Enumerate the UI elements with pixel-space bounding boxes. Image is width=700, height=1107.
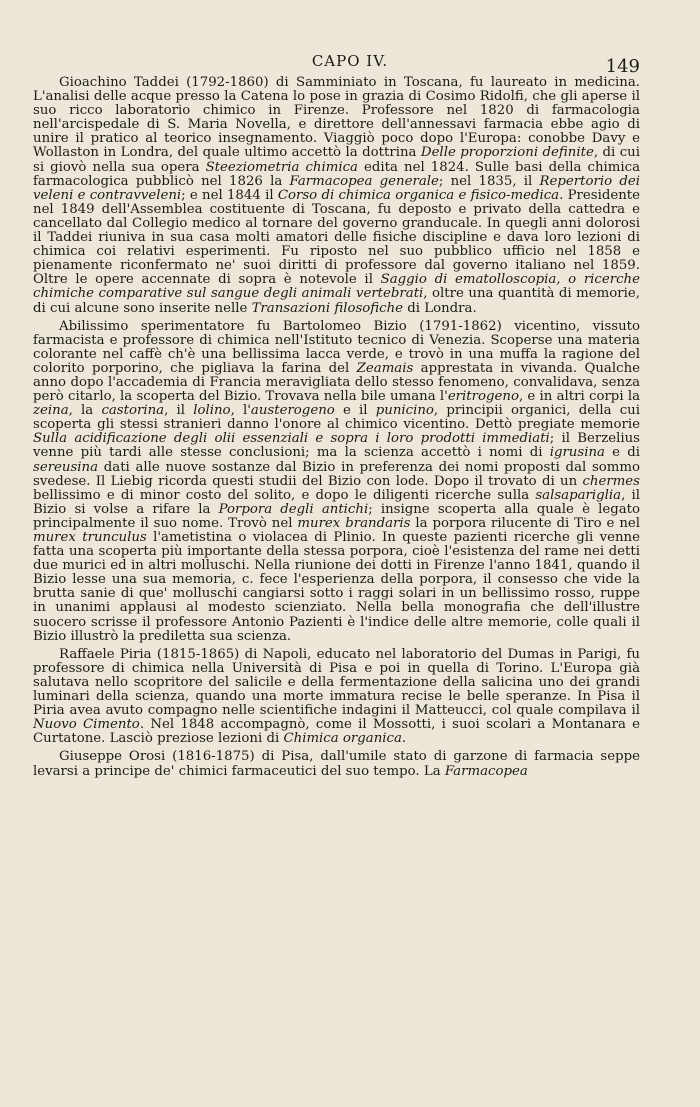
text-run: l'ametistina o violacea di Plinio. In queste pazienti ricerche gli venne fatta una scoperta più importante della stessa porpora, cioè l'esistenza del rame nei detti due murici ed in altri molluschi. Nella riunione dei dotti in Firenze l'anno 1841, quando il Bizio lesse una sua memoria, c. fece l'esperienza della porpora, il consesso che vide la brutta sanie di que' molluschi cangiarsi sotto i raggi solari in un bellissimo rosso, ruppe in unanimi applausi al modesto scienziato. Nella bella monografia che dell'illustre suocero scrisse il professore Antonio Pazienti è l'indice delle altre memorie, colle quali il Bizio illustrò la prediletta sua scienza. [33, 530, 640, 644]
text-run: apprestata in vivanda. Qualche anno dopo l'accademia di Francia meravigliata dello stesso fenomeno, convalidava, senza però citarlo, la scoperta del Bizio. Trovava nella bile umana l' [33, 360, 640, 405]
text-run: . [401, 731, 407, 747]
paragraph-taddei [33, 76, 640, 316]
text-run: ; nel 1835, il [438, 173, 540, 189]
text-run: di Londra. [403, 300, 477, 316]
italic-text: Zeamais [356, 360, 414, 376]
text-run: e di [604, 445, 640, 461]
text-run: Abilissimo sperimentatore fu Bartolomeo Bizio (1791-1862) vicentino, vissuto farmacista e professore di chimica nell'Istituto tecnico di Venezia. Scoperse una materia colorante nel caffè ch'è una bellissima lacca verde, e trovò in una muffa la ragione del colorito porporino, che pigliava la farina del [33, 318, 640, 376]
text-run: edita nel 1824. Sulle basi della chimica farmacologica pubblicò nel 1826 la [33, 159, 640, 189]
text-run: , il Bizio si volse a rifare la [33, 487, 640, 517]
text-run: . Presidente nel 1849 dell'Assemblea costituente di Toscana, fu deposto e privato della cattedra e cancellato dal Collegio medico al tornare del governo granducale. In quegli anni dolorosi il Taddei riuniva in sua casa molti amatori delle fisiche discipline e dava loro lezioni di chimica coi relativi esperimenti. Fu riposto nel suo pubblico ufficio nel 1858 e pienamente riconfermato ne' suoi diritti di professore dal governo italiano nel 1859. Oltre le opere accennate di sopra è notevole il [33, 187, 640, 288]
text-run: bellissimo e di minor costo del solito, e dopo le diligenti ricerche sulla [33, 487, 536, 503]
text-run: , e in altri corpi la [518, 389, 641, 405]
text-run: , principii organici, della cui scoperta gli stessi stranieri danno l'onore al chimico vicentino. Dettò pregiate memorie [33, 403, 640, 433]
paragraph-piria [33, 648, 640, 747]
italic-text: chermes [582, 473, 640, 489]
text-run: ; e nel 1844 il [181, 187, 278, 203]
paragraph-orosi [33, 750, 640, 778]
italic-text: igrusina [549, 445, 605, 461]
text-run: , l' [230, 403, 251, 419]
italic-text: Chimica organica [283, 731, 402, 747]
italic-text: salsapariglia [535, 487, 622, 503]
italic-text: Steeziometria chimica [205, 159, 358, 175]
text-run: ; insigne scoperta alla quale è legato principalmente il suo nome. Trovò nel [33, 501, 641, 531]
text-run: ; il Berzelius venne più tardi alle stesse conclusioni; ma la scienza accettò i nomi di [33, 431, 640, 461]
italic-text: lolino [193, 403, 231, 419]
italic-text: sereusina [33, 459, 99, 475]
italic-text: Sulla acidificazione degli olii essenziali e sopra i loro prodotti immediati [33, 431, 550, 447]
text-run: , il [164, 403, 194, 419]
text-body [33, 76, 640, 779]
italic-text: austerogeno [250, 403, 335, 419]
text-run: Gioachino Taddei (1792-1860) di Samminiato in Toscana, fu laureato in medicina. L'analisi delle acque presso la Catena lo pose in grazia di Cosimo Ridolfi, che gli aperse il suo ricco laboratorio chimico in Firenze. Professore nel 1820 di farmacologia nell'arcispedale di S. Maria Novella, e direttore dell'annessavi farmacia ebbe agio di unire il pratico al teorico insegnamento. Viaggiò poco dopo l'Europa: conobbe Davy e Wollaston in Londra, del quale ultimo accettò la dottrina [33, 75, 640, 161]
text-run: , di cui si giovò nella sua opera [33, 145, 640, 175]
italic-text: Corso di chimica organica e fisico-medica [277, 187, 560, 203]
text-run: , la [68, 403, 102, 419]
italic-text: zeina [33, 403, 69, 419]
chapter-heading: CAPO IV. [311, 52, 389, 70]
italic-text: Saggio di ematolloscopia, o ricerche chimiche comparative sul sangue degli animali vertebrati [33, 272, 640, 302]
page-number: 149 [605, 56, 640, 77]
text-run: la porpora rilucente di Tiro e nel [410, 515, 641, 531]
italic-text: Transazioni filosofiche [251, 300, 404, 316]
paragraph-bizio [33, 320, 640, 644]
running-header [0, 50, 700, 77]
italic-text: murex trunculus [33, 530, 147, 545]
text-run: , oltre una quantità di memorie, di cui alcune sono inserite nelle [33, 286, 640, 316]
italic-text: murex brandaris [297, 515, 411, 531]
text-run: dati alle nuove sostanze dal Bizio in preferenza dei nomi proposti dal sommo svedese. Il Liebig ricorda questi studii del Bizio con lode. Dopo il trovato di un [33, 459, 640, 489]
italic-text: Nuovo Cimento [33, 717, 140, 733]
italic-text: Farmacopea generale [289, 173, 439, 189]
italic-text: Delle proporzioni definite [420, 145, 594, 161]
italic-text: eritrogeno [447, 389, 519, 405]
italic-text: Porpora degli antichi [218, 501, 369, 517]
italic-text: punicino [375, 403, 434, 419]
text-run: e il [334, 403, 376, 419]
italic-text: castorina [101, 403, 165, 419]
text-run: Giuseppe Orosi (1816-1875) di Pisa, dall'umile stato di garzone di farmacia seppe levarsi a principe de' chimici farmaceutici del suo tempo. La [33, 749, 640, 779]
text-run: Raffaele Piria (1815-1865) di Napoli, educato nel laboratorio del Dumas in Parigi, fu professore di chimica nella Università di Pisa e poi in quella di Torino. L'Europa già salutava nello scopritore del salicile e della fermentazione della salicina uno dei grandi luminari della scienza, quando una morte immatura recise le belle speranze. In Pisa il Piria avea avuto compagno nelle scientifiche indagini il Matteucci, col quale compilava il [33, 646, 640, 719]
text-run: . Nel 1848 accompagnò, come il Mossotti, i suoi scolari a Montanara e Curtatone. Lasciò preziose lezioni di [33, 717, 641, 747]
italic-text: Farmacopea [444, 763, 528, 779]
italic-text: Repertorio dei veleni e contravveleni [33, 173, 640, 203]
